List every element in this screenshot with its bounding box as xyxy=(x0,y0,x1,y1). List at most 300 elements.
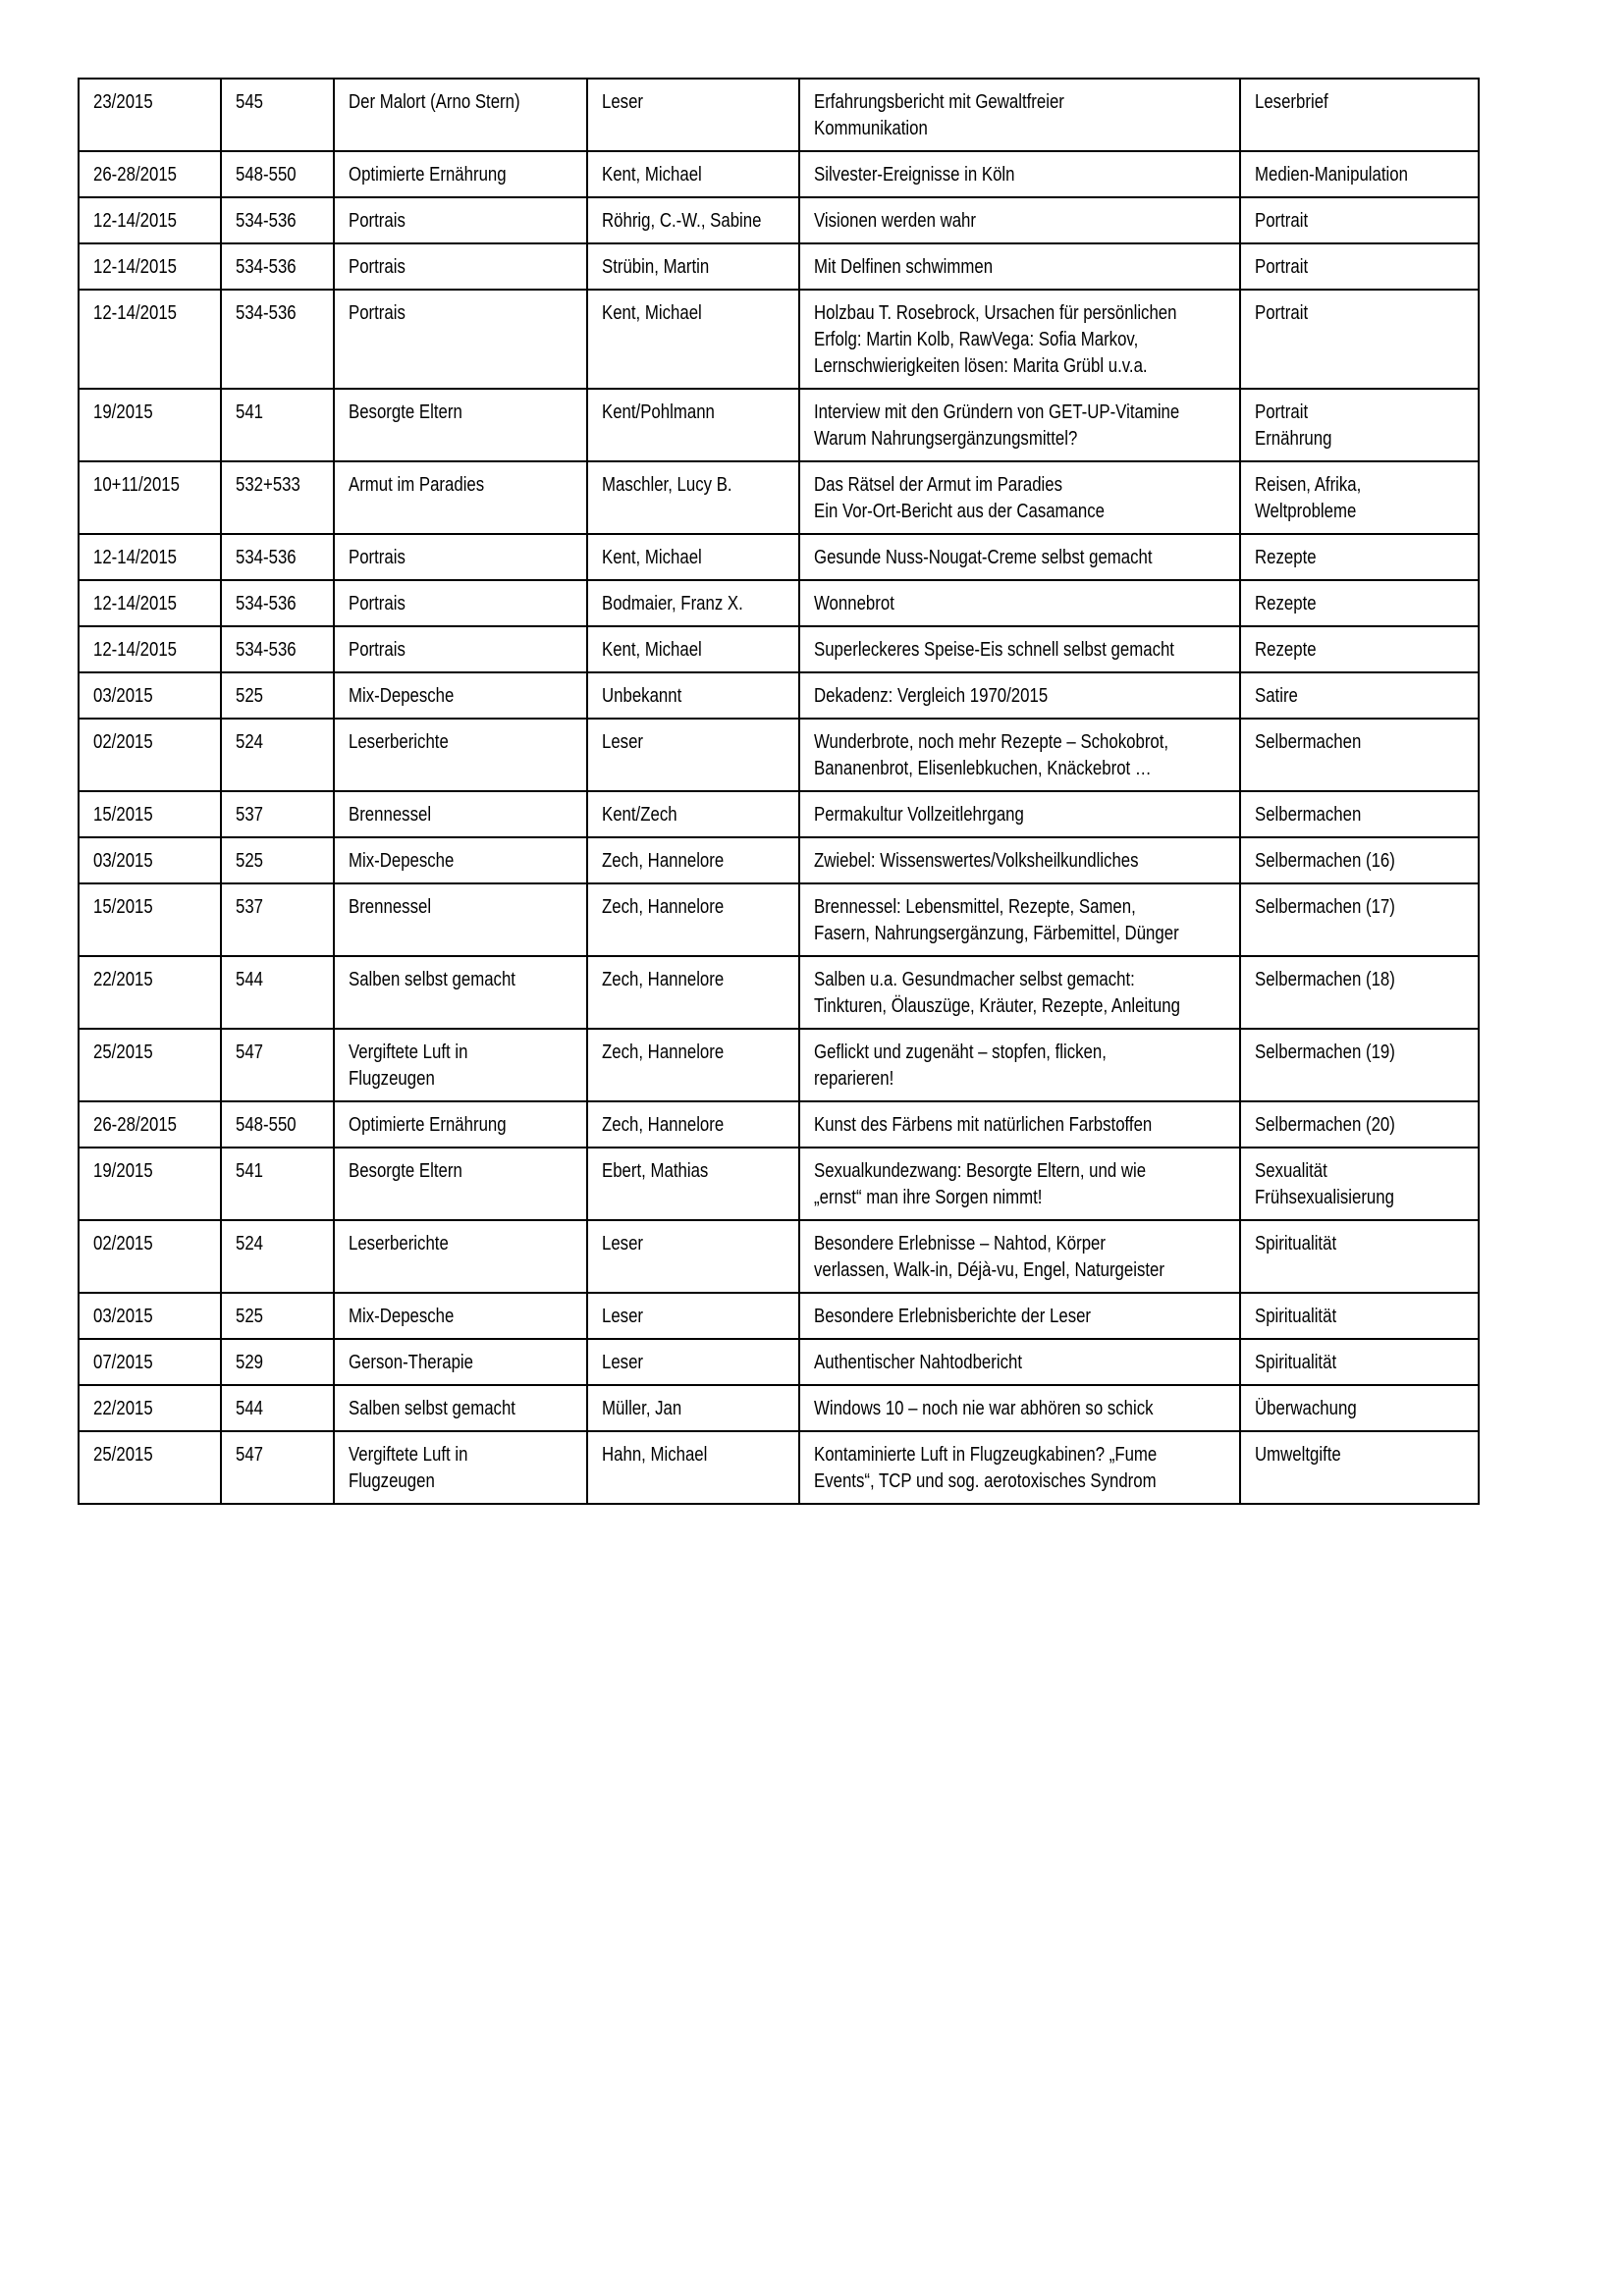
cell-category-text: Spiritualität xyxy=(1255,1306,1337,1327)
cell-number xyxy=(221,151,334,197)
cell-author xyxy=(587,79,799,151)
table-row xyxy=(79,79,1479,151)
cell-topic xyxy=(334,1339,587,1385)
cell-topic-text: Leserberichte xyxy=(349,1233,449,1255)
cell-author xyxy=(587,719,799,791)
cell-issue xyxy=(79,290,221,389)
cell-author xyxy=(587,956,799,1029)
cell-issue xyxy=(79,1339,221,1385)
table-row xyxy=(79,1101,1479,1148)
cell-category xyxy=(1240,290,1479,389)
cell-number xyxy=(221,243,334,290)
cell-issue-text: 25/2015 xyxy=(93,1041,153,1063)
cell-title-text: Wonnebrot xyxy=(814,593,894,614)
cell-topic-text: Portrais xyxy=(349,593,406,614)
cell-title-text: Silvester-Ereignisse in Köln xyxy=(814,164,1015,186)
cell-number-text: 525 xyxy=(236,685,264,707)
cell-issue-text: 26-28/2015 xyxy=(93,164,178,186)
cell-number xyxy=(221,1029,334,1101)
cell-title-text: Authentischer Nahtodbericht xyxy=(814,1352,1022,1373)
cell-title-text: Besondere Erlebnisse – Nahtod, Körper verlassen, Walk-in, Déjà-vu, Engel, Naturgeister xyxy=(814,1233,1164,1281)
cell-issue xyxy=(79,151,221,197)
cell-number xyxy=(221,197,334,243)
cell-title-text: Kunst des Färbens mit natürlichen Farbstoffen xyxy=(814,1114,1153,1136)
cell-topic-text: Armut im Paradies xyxy=(349,474,485,496)
cell-category xyxy=(1240,389,1479,461)
cell-issue-text: 12-14/2015 xyxy=(93,210,178,232)
cell-issue xyxy=(79,1220,221,1293)
cell-author-text: Kent, Michael xyxy=(602,639,702,661)
cell-author-text: Ebert, Mathias xyxy=(602,1160,709,1182)
cell-issue-text: 10+11/2015 xyxy=(93,474,180,496)
cell-topic-text: Besorgte Eltern xyxy=(349,401,462,423)
cell-topic-text: Leserberichte xyxy=(349,731,449,753)
cell-issue-text: 07/2015 xyxy=(93,1352,153,1373)
cell-issue-text: 12-14/2015 xyxy=(93,256,178,278)
cell-category-text: Selbermachen (20) xyxy=(1255,1114,1395,1136)
cell-category-text: Satire xyxy=(1255,685,1298,707)
table-row xyxy=(79,791,1479,837)
cell-title-text: Dekadenz: Vergleich 1970/2015 xyxy=(814,685,1049,707)
cell-author xyxy=(587,534,799,580)
cell-issue-text: 23/2015 xyxy=(93,91,153,113)
cell-category-text: Selbermachen (19) xyxy=(1255,1041,1395,1063)
cell-title xyxy=(799,719,1240,791)
cell-issue xyxy=(79,197,221,243)
cell-topic xyxy=(334,1101,587,1148)
cell-title xyxy=(799,389,1240,461)
cell-author xyxy=(587,151,799,197)
cell-issue xyxy=(79,719,221,791)
cell-title-text: Interview mit den Gründern von GET-UP-Vitamine Warum Nahrungsergänzungsmittel? xyxy=(814,401,1180,450)
cell-number-text: 537 xyxy=(236,896,264,918)
table-row xyxy=(79,1148,1479,1220)
cell-number xyxy=(221,534,334,580)
cell-issue-text: 19/2015 xyxy=(93,401,153,423)
cell-topic xyxy=(334,791,587,837)
cell-title-text: Zwiebel: Wissenswertes/Volksheilkundliches xyxy=(814,850,1139,872)
cell-topic xyxy=(334,719,587,791)
cell-author xyxy=(587,1220,799,1293)
cell-topic xyxy=(334,1029,587,1101)
cell-category-text: Selbermachen xyxy=(1255,731,1362,753)
cell-topic-text: Optimierte Ernährung xyxy=(349,1114,507,1136)
table-row xyxy=(79,1220,1479,1293)
cell-topic xyxy=(334,1148,587,1220)
cell-number-text: 537 xyxy=(236,804,264,826)
cell-author-text: Zech, Hannelore xyxy=(602,896,725,918)
table-row xyxy=(79,461,1479,534)
cell-number xyxy=(221,626,334,672)
cell-number-text: 548-550 xyxy=(236,1114,297,1136)
cell-number-text: 541 xyxy=(236,1160,264,1182)
cell-title-text: Salben u.a. Gesundmacher selbst gemacht: Tinkturen, Ölauszüge, Kräuter, Rezepte, Anleitung xyxy=(814,969,1180,1017)
cell-title xyxy=(799,837,1240,883)
cell-number xyxy=(221,1385,334,1431)
cell-topic-text: Portrais xyxy=(349,256,406,278)
cell-topic-text: Portrais xyxy=(349,547,406,568)
cell-category xyxy=(1240,837,1479,883)
cell-title-text: Erfahrungsbericht mit Gewaltfreier Kommunikation xyxy=(814,91,1064,139)
cell-author-text: Maschler, Lucy B. xyxy=(602,474,732,496)
cell-category xyxy=(1240,1220,1479,1293)
cell-title xyxy=(799,1220,1240,1293)
cell-category xyxy=(1240,197,1479,243)
cell-title-text: Superleckeres Speise-Eis schnell selbst gemacht xyxy=(814,639,1174,661)
cell-topic-text: Optimierte Ernährung xyxy=(349,164,507,186)
cell-number xyxy=(221,1293,334,1339)
cell-category xyxy=(1240,534,1479,580)
cell-topic-text: Brennessel xyxy=(349,896,432,918)
cell-number xyxy=(221,956,334,1029)
cell-title xyxy=(799,672,1240,719)
cell-topic-text: Vergiftete Luft in Flugzeugen xyxy=(349,1041,468,1090)
cell-category-text: Selbermachen (17) xyxy=(1255,896,1395,918)
cell-category-text: Leserbrief xyxy=(1255,91,1328,113)
cell-author xyxy=(587,1431,799,1504)
cell-topic-text: Mix-Depesche xyxy=(349,1306,455,1327)
cell-author-text: Zech, Hannelore xyxy=(602,850,725,872)
cell-author-text: Kent, Michael xyxy=(602,547,702,568)
cell-title xyxy=(799,791,1240,837)
table-row xyxy=(79,956,1479,1029)
article-index-table xyxy=(78,78,1480,1505)
cell-category-text: Selbermachen (18) xyxy=(1255,969,1395,990)
cell-number-text: 547 xyxy=(236,1444,264,1466)
cell-title-text: Visionen werden wahr xyxy=(814,210,976,232)
cell-title xyxy=(799,1431,1240,1504)
cell-topic-text: Salben selbst gemacht xyxy=(349,1398,515,1419)
cell-category-text: Rezepte xyxy=(1255,547,1317,568)
table-row xyxy=(79,626,1479,672)
table-row xyxy=(79,837,1479,883)
cell-topic xyxy=(334,389,587,461)
cell-category xyxy=(1240,461,1479,534)
cell-category-text: Portrait xyxy=(1255,210,1309,232)
cell-number-text: 532+533 xyxy=(236,474,300,496)
cell-title xyxy=(799,534,1240,580)
cell-category xyxy=(1240,672,1479,719)
cell-issue xyxy=(79,580,221,626)
cell-number-text: 534-536 xyxy=(236,639,297,661)
cell-category-text: Spiritualität xyxy=(1255,1233,1337,1255)
cell-topic-text: Mix-Depesche xyxy=(349,850,455,872)
cell-category-text: Rezepte xyxy=(1255,593,1317,614)
cell-author xyxy=(587,1293,799,1339)
cell-title xyxy=(799,461,1240,534)
cell-issue-text: 26-28/2015 xyxy=(93,1114,178,1136)
cell-issue-text: 12-14/2015 xyxy=(93,302,178,324)
cell-issue xyxy=(79,626,221,672)
cell-number xyxy=(221,1220,334,1293)
cell-title-text: Wunderbrote, noch mehr Rezepte – Schokobrot, Bananenbrot, Elisenlebkuchen, Knäckebrot … xyxy=(814,731,1169,779)
cell-author-text: Leser xyxy=(602,91,644,113)
cell-number xyxy=(221,837,334,883)
table-body xyxy=(79,79,1479,1504)
table-row xyxy=(79,672,1479,719)
cell-category xyxy=(1240,79,1479,151)
cell-author xyxy=(587,837,799,883)
table-row xyxy=(79,1431,1479,1504)
cell-title xyxy=(799,197,1240,243)
cell-number-text: 525 xyxy=(236,850,264,872)
cell-category xyxy=(1240,719,1479,791)
cell-topic xyxy=(334,197,587,243)
cell-title xyxy=(799,290,1240,389)
cell-title-text: Mit Delfinen schwimmen xyxy=(814,256,994,278)
cell-number-text: 534-536 xyxy=(236,547,297,568)
cell-issue-text: 03/2015 xyxy=(93,850,153,872)
cell-number-text: 547 xyxy=(236,1041,264,1063)
cell-issue-text: 12-14/2015 xyxy=(93,639,178,661)
cell-title-text: Sexualkundezwang: Besorgte Eltern, und wie „ernst“ man ihre Sorgen nimmt! xyxy=(814,1160,1147,1208)
cell-author-text: Kent/Zech xyxy=(602,804,677,826)
cell-author-text: Strübin, Martin xyxy=(602,256,710,278)
cell-category xyxy=(1240,1101,1479,1148)
cell-issue xyxy=(79,534,221,580)
cell-topic xyxy=(334,1385,587,1431)
cell-author-text: Röhrig, C.-W., Sabine xyxy=(602,210,762,232)
cell-category-text: Portrait xyxy=(1255,302,1309,324)
cell-title xyxy=(799,1148,1240,1220)
cell-title xyxy=(799,1101,1240,1148)
cell-title xyxy=(799,1293,1240,1339)
cell-issue-text: 03/2015 xyxy=(93,685,153,707)
cell-number-text: 534-536 xyxy=(236,302,297,324)
cell-author xyxy=(587,1339,799,1385)
cell-issue-text: 25/2015 xyxy=(93,1444,153,1466)
cell-issue xyxy=(79,672,221,719)
table-row xyxy=(79,719,1479,791)
cell-author xyxy=(587,883,799,956)
table-row xyxy=(79,1385,1479,1431)
cell-topic-text: Portrais xyxy=(349,210,406,232)
cell-author-text: Kent, Michael xyxy=(602,164,702,186)
cell-author-text: Zech, Hannelore xyxy=(602,1041,725,1063)
cell-author-text: Zech, Hannelore xyxy=(602,1114,725,1136)
cell-author xyxy=(587,791,799,837)
cell-topic xyxy=(334,290,587,389)
cell-topic-text: Salben selbst gemacht xyxy=(349,969,515,990)
table-row xyxy=(79,883,1479,956)
cell-topic-text: Besorgte Eltern xyxy=(349,1160,462,1182)
cell-issue-text: 12-14/2015 xyxy=(93,593,178,614)
cell-author-text: Unbekannt xyxy=(602,685,682,707)
cell-issue xyxy=(79,243,221,290)
cell-author-text: Zech, Hannelore xyxy=(602,969,725,990)
cell-author-text: Leser xyxy=(602,1306,644,1327)
cell-category-text: Sexualität Frühsexualisierung xyxy=(1255,1160,1394,1208)
cell-category xyxy=(1240,791,1479,837)
cell-number-text: 524 xyxy=(236,731,264,753)
cell-topic-text: Mix-Depesche xyxy=(349,685,455,707)
cell-author-text: Hahn, Michael xyxy=(602,1444,708,1466)
cell-topic-text: Portrais xyxy=(349,302,406,324)
cell-category xyxy=(1240,883,1479,956)
cell-number xyxy=(221,389,334,461)
cell-author-text: Kent/Pohlmann xyxy=(602,401,715,423)
cell-topic xyxy=(334,883,587,956)
cell-topic xyxy=(334,1431,587,1504)
table-row xyxy=(79,1029,1479,1101)
cell-author xyxy=(587,461,799,534)
cell-category xyxy=(1240,626,1479,672)
cell-issue xyxy=(79,1293,221,1339)
cell-topic-text: Portrais xyxy=(349,639,406,661)
cell-title xyxy=(799,956,1240,1029)
cell-number xyxy=(221,883,334,956)
cell-topic-text: Der Malort (Arno Stern) xyxy=(349,91,520,113)
cell-issue xyxy=(79,1431,221,1504)
cell-issue-text: 19/2015 xyxy=(93,1160,153,1182)
cell-topic xyxy=(334,1220,587,1293)
cell-title xyxy=(799,1385,1240,1431)
cell-number xyxy=(221,1101,334,1148)
cell-issue-text: 15/2015 xyxy=(93,804,153,826)
cell-category xyxy=(1240,1431,1479,1504)
cell-issue-text: 22/2015 xyxy=(93,1398,153,1419)
cell-author-text: Müller, Jan xyxy=(602,1398,682,1419)
cell-title-text: Das Rätsel der Armut im Paradies Ein Vor-Ort-Bericht aus der Casamance xyxy=(814,474,1105,522)
cell-title xyxy=(799,79,1240,151)
table-row xyxy=(79,1339,1479,1385)
cell-title-text: Kontaminierte Luft in Flugzeugkabinen? „Fume Events“, TCP und sog. aerotoxisches Syndrom xyxy=(814,1444,1158,1492)
cell-number-text: 534-536 xyxy=(236,593,297,614)
cell-author xyxy=(587,1029,799,1101)
cell-issue xyxy=(79,791,221,837)
cell-topic-text: Vergiftete Luft in Flugzeugen xyxy=(349,1444,468,1492)
cell-topic xyxy=(334,461,587,534)
table-row xyxy=(79,243,1479,290)
cell-number xyxy=(221,580,334,626)
cell-number xyxy=(221,1431,334,1504)
cell-topic xyxy=(334,79,587,151)
cell-author xyxy=(587,1101,799,1148)
cell-number xyxy=(221,672,334,719)
cell-category xyxy=(1240,151,1479,197)
table-row xyxy=(79,1293,1479,1339)
cell-category-text: Selbermachen (16) xyxy=(1255,850,1395,872)
cell-issue xyxy=(79,79,221,151)
cell-number-text: 525 xyxy=(236,1306,264,1327)
cell-category-text: Selbermachen xyxy=(1255,804,1362,826)
cell-author-text: Leser xyxy=(602,1233,644,1255)
cell-topic xyxy=(334,1293,587,1339)
cell-category-text: Portrait xyxy=(1255,256,1309,278)
cell-title xyxy=(799,580,1240,626)
cell-issue xyxy=(79,1029,221,1101)
cell-number xyxy=(221,461,334,534)
table-row xyxy=(79,580,1479,626)
cell-number-text: 534-536 xyxy=(236,256,297,278)
cell-title xyxy=(799,626,1240,672)
cell-author-text: Leser xyxy=(602,731,644,753)
cell-title xyxy=(799,883,1240,956)
cell-number xyxy=(221,791,334,837)
table-row xyxy=(79,151,1479,197)
cell-title-text: Brennessel: Lebensmittel, Rezepte, Samen, Fasern, Nahrungsergänzung, Färbemittel, Dünger xyxy=(814,896,1179,944)
table-row xyxy=(79,534,1479,580)
cell-topic xyxy=(334,956,587,1029)
cell-issue-text: 02/2015 xyxy=(93,1233,153,1255)
cell-author xyxy=(587,389,799,461)
cell-title xyxy=(799,1029,1240,1101)
cell-title-text: Geflickt und zugenäht – stopfen, flicken, reparieren! xyxy=(814,1041,1107,1090)
cell-category xyxy=(1240,956,1479,1029)
table-row xyxy=(79,197,1479,243)
cell-topic-text: Gerson-Therapie xyxy=(349,1352,473,1373)
cell-number xyxy=(221,290,334,389)
cell-author xyxy=(587,243,799,290)
cell-title-text: Gesunde Nuss-Nougat-Creme selbst gemacht xyxy=(814,547,1153,568)
cell-issue xyxy=(79,956,221,1029)
cell-issue-text: 03/2015 xyxy=(93,1306,153,1327)
cell-title xyxy=(799,151,1240,197)
cell-category-text: Spiritualität xyxy=(1255,1352,1337,1373)
cell-number xyxy=(221,1148,334,1220)
cell-category xyxy=(1240,1293,1479,1339)
cell-author-text: Bodmaier, Franz X. xyxy=(602,593,743,614)
cell-title-text: Windows 10 – noch nie war abhören so schick xyxy=(814,1398,1154,1419)
cell-topic xyxy=(334,580,587,626)
cell-number-text: 544 xyxy=(236,969,264,990)
cell-category-text: Rezepte xyxy=(1255,639,1317,661)
cell-issue-text: 12-14/2015 xyxy=(93,547,178,568)
cell-issue xyxy=(79,883,221,956)
cell-category xyxy=(1240,1385,1479,1431)
table-row xyxy=(79,389,1479,461)
cell-author xyxy=(587,1385,799,1431)
cell-category xyxy=(1240,1339,1479,1385)
cell-author xyxy=(587,580,799,626)
cell-author xyxy=(587,197,799,243)
cell-category xyxy=(1240,1029,1479,1101)
cell-category xyxy=(1240,1148,1479,1220)
cell-category xyxy=(1240,243,1479,290)
cell-number-text: 541 xyxy=(236,401,264,423)
cell-issue-text: 22/2015 xyxy=(93,969,153,990)
cell-category-text: Umweltgifte xyxy=(1255,1444,1341,1466)
cell-number-text: 548-550 xyxy=(236,164,297,186)
cell-number xyxy=(221,79,334,151)
cell-issue xyxy=(79,461,221,534)
table-row xyxy=(79,290,1479,389)
cell-issue xyxy=(79,389,221,461)
cell-issue-text: 02/2015 xyxy=(93,731,153,753)
cell-topic xyxy=(334,672,587,719)
cell-issue-text: 15/2015 xyxy=(93,896,153,918)
cell-title-text: Besondere Erlebnisberichte der Leser xyxy=(814,1306,1092,1327)
cell-topic-text: Brennessel xyxy=(349,804,432,826)
cell-author xyxy=(587,290,799,389)
cell-topic xyxy=(334,626,587,672)
cell-title xyxy=(799,1339,1240,1385)
cell-issue xyxy=(79,1148,221,1220)
cell-issue xyxy=(79,1101,221,1148)
cell-category-text: Reisen, Afrika, Weltprobleme xyxy=(1255,474,1362,522)
cell-category-text: Portrait Ernährung xyxy=(1255,401,1332,450)
cell-category xyxy=(1240,580,1479,626)
cell-author xyxy=(587,1148,799,1220)
cell-category-text: Überwachung xyxy=(1255,1398,1357,1419)
cell-topic xyxy=(334,837,587,883)
cell-author xyxy=(587,672,799,719)
cell-topic xyxy=(334,534,587,580)
cell-topic xyxy=(334,151,587,197)
cell-number-text: 529 xyxy=(236,1352,264,1373)
cell-title xyxy=(799,243,1240,290)
cell-number xyxy=(221,719,334,791)
